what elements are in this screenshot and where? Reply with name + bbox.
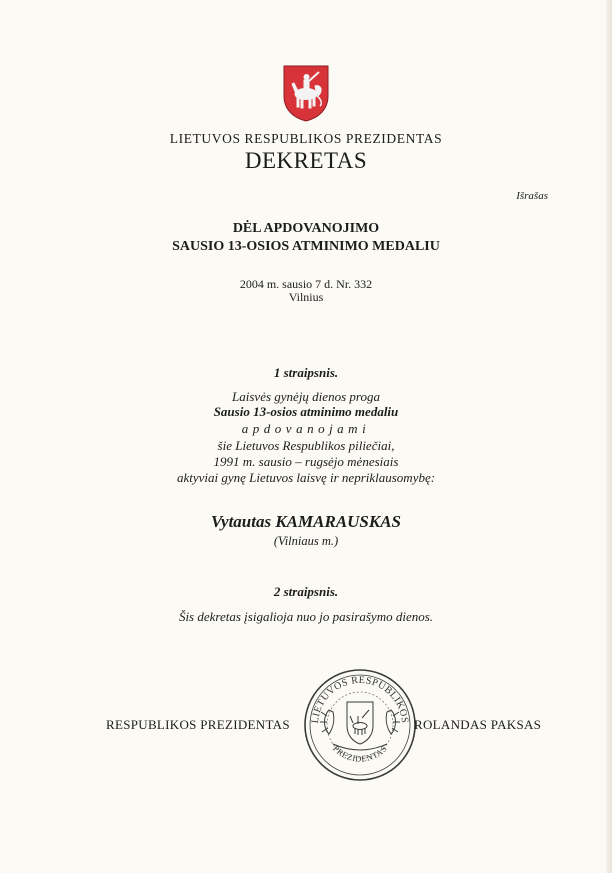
seal-bottom-text: PREZIDENTAS [331,743,389,764]
article-1-line: Laisvės gynėjų dienos proga [232,389,380,404]
recipient-city: (Vilniaus m.) [273,534,339,548]
signatory-name: ROLANDAS PAKSAS [414,717,542,732]
seal-top-text: LIETUVOS RESPUBLIKOS [309,674,411,724]
article-1-line: aktyviai gynę Lietuvos laisvę ir nepriklausomybę: [176,470,436,485]
decree-title-line-2: SAUSIO 13-OSIOS ATMINIMO MEDALIU [172,239,440,254]
document-type: DEKRETAS [244,148,368,173]
institution-heading: LIETUVOS RESPUBLIKOS PREZIDENTAS [169,131,443,146]
article-1-line: apdovanojami [241,421,371,436]
signature-title: RESPUBLIKOS PREZIDENTAS [106,717,290,732]
decree-place: Vilnius [288,290,324,304]
article-2-text: Šis dekretas įsigalioja nuo jo pasirašymo dienos. [178,609,434,624]
recipient-name: Vytautas KAMARAUSKAS [210,512,402,531]
article-1-line: Sausio 13-osios atminimo medaliu [213,404,399,419]
copy-mark: Išrašas [516,190,548,202]
article-2-heading: 2 straipsnis. [273,584,339,599]
lithuanian-coat-of-arms-icon [282,64,330,122]
article-1-line: šie Lietuvos Respublikos piliečiai, [217,438,395,453]
article-1-heading: 1 straipsnis. [273,365,339,380]
decree-title-line-1: DĖL APDOVANOJIMO [232,221,380,236]
presidential-seal-stamp [303,668,417,782]
article-1-line: 1991 m. sausio – rugsėjo mėnesiais [213,454,399,469]
decree-date-number: 2004 m. sausio 7 d. Nr. 332 [239,277,373,291]
